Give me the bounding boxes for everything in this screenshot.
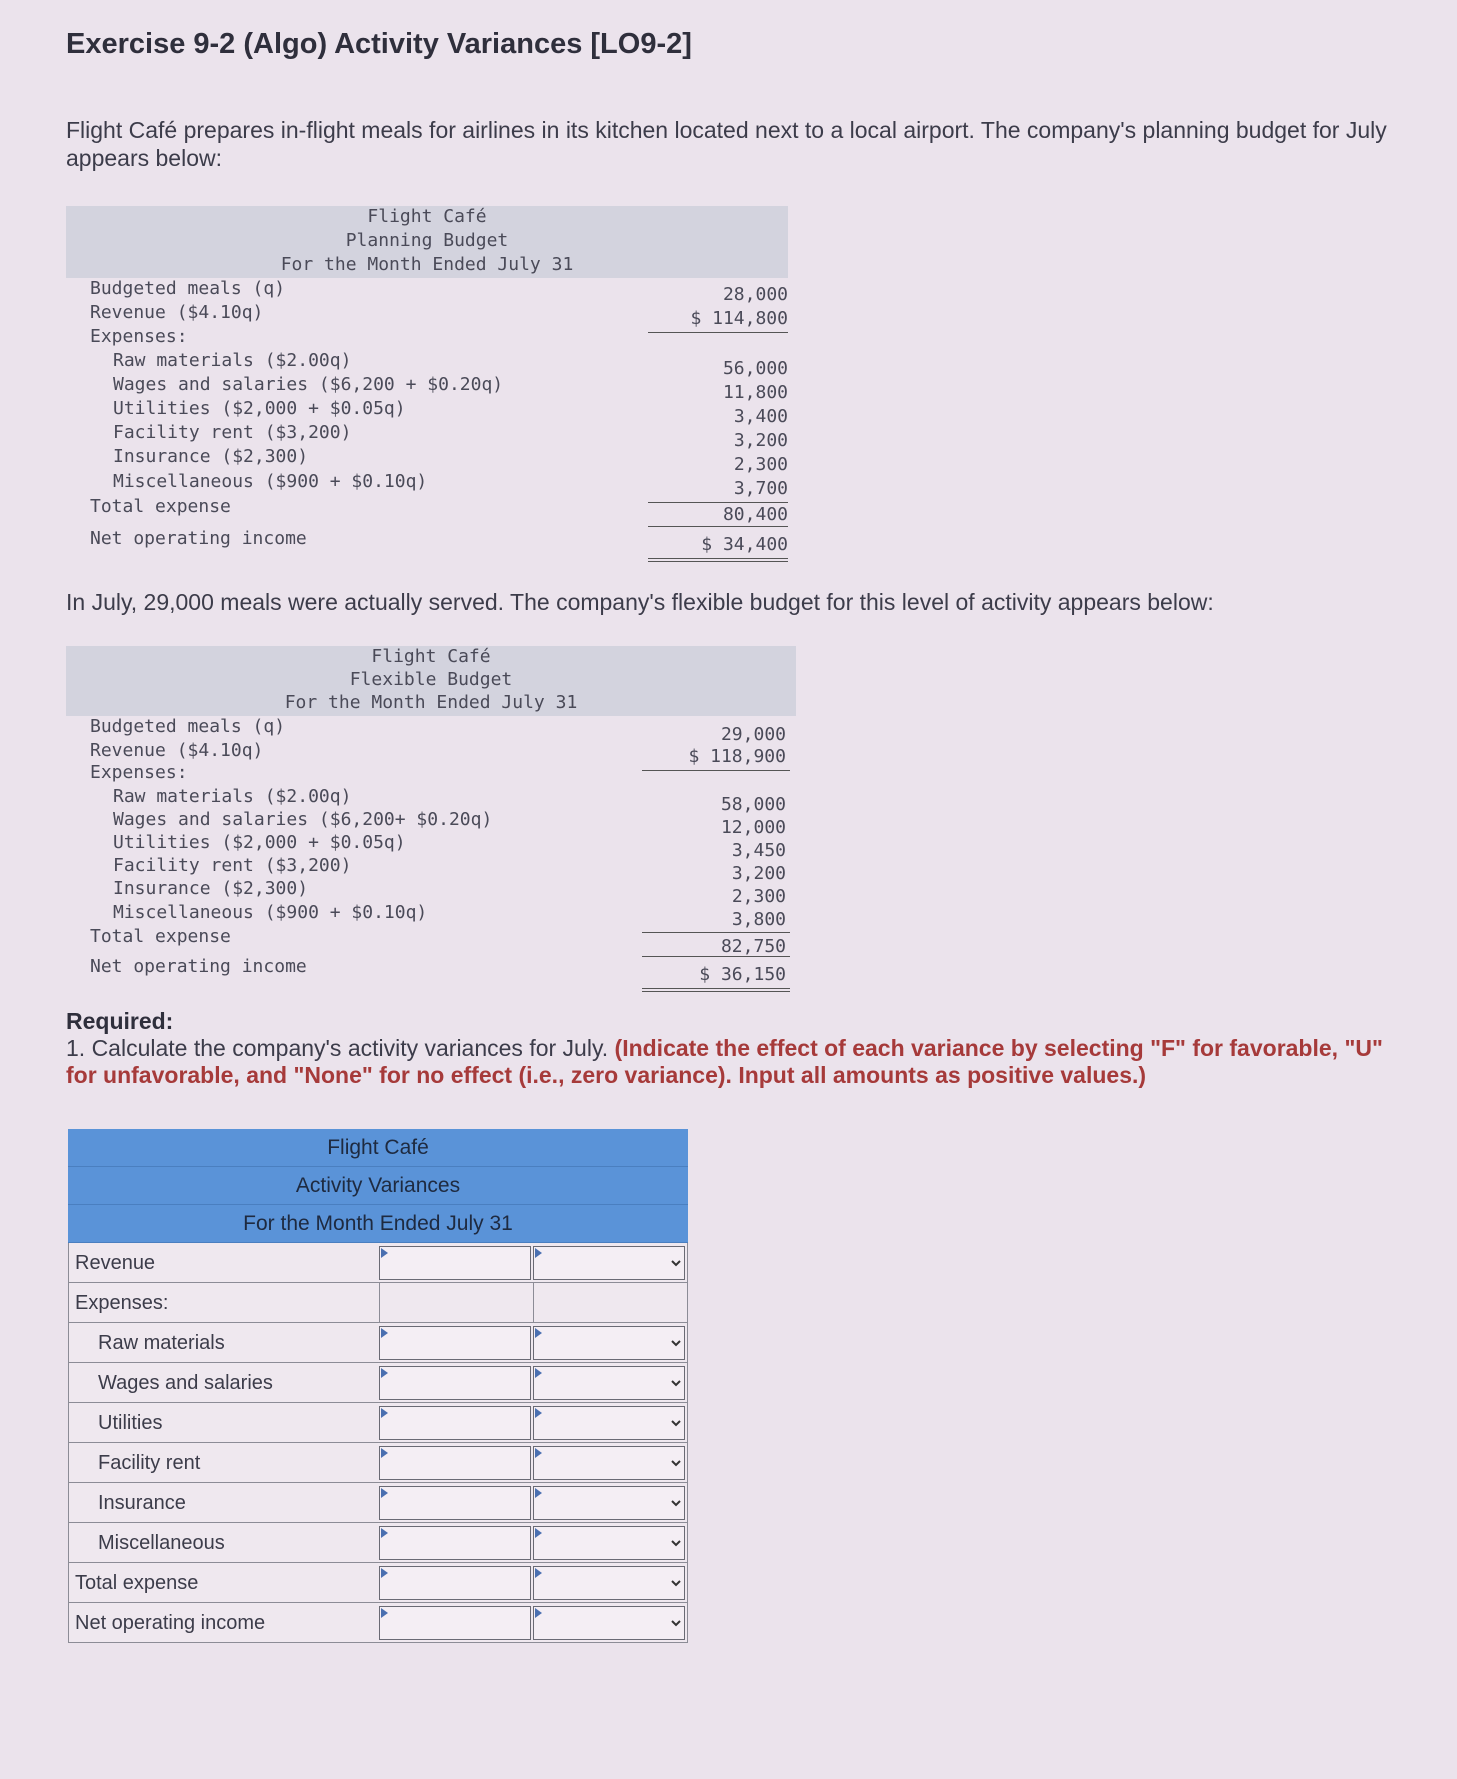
planning-expense-label: Facility rent ($3,200) [113, 422, 352, 443]
planning-total: 80,400 [722, 504, 788, 525]
input-marker-icon [381, 1408, 388, 1418]
row-label: Wages and salaries [98, 1372, 273, 1394]
flexible-noi-label: Net operating income [90, 956, 307, 977]
table-row [68, 1283, 688, 1323]
activity-variances-table [68, 1129, 688, 1643]
flexible-period: For the Month Ended July 31 [284, 692, 578, 713]
planning-budget [66, 206, 788, 566]
intro-text: Flight Café prepares in-flight meals for airlines in its kitchen located next to a local airport. The company's planning budget for July appears below: [66, 117, 1387, 171]
planning-expense-label: Miscellaneous ($900 + $0.10q) [113, 471, 428, 492]
total-expense-effect-select[interactable] [533, 1566, 685, 1600]
row-label: Total expense [75, 1572, 199, 1594]
revenue-effect-select[interactable] [533, 1246, 685, 1280]
planning-expense-value: 11,800 [722, 382, 788, 403]
net-operating-income-effect-select[interactable] [533, 1606, 685, 1640]
table-row [68, 1443, 688, 1483]
row-label: Raw materials [98, 1332, 225, 1354]
required-text: 1. Calculate the company's activity variances for July. [66, 1035, 609, 1061]
row-label: Utilities [98, 1412, 163, 1434]
flexible-expense-label: Utilities ($2,000 + $0.05q) [113, 832, 406, 853]
miscellaneous-amount-input[interactable] [379, 1526, 531, 1560]
required-label: Required: [66, 1008, 174, 1034]
input-marker-icon [381, 1448, 388, 1458]
planning-revenue: $ 114,800 [690, 308, 788, 329]
flexible-rule-revenue [642, 770, 790, 771]
required-section [66, 1008, 1396, 1089]
planning-noi: $ 34,400 [701, 534, 788, 555]
flexible-total: 82,750 [720, 936, 786, 957]
planning-rule-noi [648, 558, 788, 562]
flexible-expense-label: Raw materials ($2.00q) [113, 786, 352, 807]
wages-effect-select[interactable] [533, 1366, 685, 1400]
flexible-budget-header [66, 646, 796, 716]
input-marker-icon [381, 1488, 388, 1498]
facility-rent-effect-select[interactable] [533, 1446, 685, 1480]
flexible-expense-value: 2,300 [731, 886, 786, 907]
planning-total-label: Total expense [90, 496, 231, 517]
planning-period: For the Month Ended July 31 [280, 254, 574, 275]
planning-expense-value: 2,300 [733, 454, 788, 475]
between-text: In July, 29,000 meals were actually served. The company's flexible budget for this level of activity appears below: [66, 589, 1214, 615]
table-row [68, 1363, 688, 1403]
flexible-expenses-label: Expenses: [90, 762, 188, 783]
flexible-meals: 29,000 [720, 724, 786, 745]
planning-company: Flight Café [367, 206, 487, 227]
flexible-rule-noi [642, 988, 790, 992]
planning-expense-value: 3,200 [733, 430, 788, 451]
planning-expense-value: 3,400 [733, 406, 788, 427]
input-marker-icon [535, 1408, 542, 1418]
planning-expense-label: Insurance ($2,300) [113, 446, 309, 467]
table-header-period: For the Month Ended July 31 [68, 1205, 688, 1243]
insurance-effect-select[interactable] [533, 1486, 685, 1520]
planning-rule-revenue [648, 332, 788, 333]
input-marker-icon [381, 1568, 388, 1578]
wages-amount-input[interactable] [379, 1366, 531, 1400]
table-row [68, 1483, 688, 1523]
flexible-revenue: $ 118,900 [688, 746, 786, 767]
input-marker-icon [381, 1528, 388, 1538]
planning-meals-label: Budgeted meals (q) [90, 278, 286, 299]
row-label: Facility rent [98, 1452, 201, 1474]
flexible-expense-label: Miscellaneous ($900 + $0.10q) [113, 902, 428, 923]
input-marker-icon [381, 1608, 388, 1618]
flexible-expense-label: Facility rent ($3,200) [113, 855, 352, 876]
flexible-expense-value: 12,000 [720, 817, 786, 838]
row-label: Net operating income [75, 1612, 266, 1634]
flexible-company: Flight Café [371, 646, 491, 667]
flexible-expense-label: Insurance ($2,300) [113, 878, 309, 899]
insurance-amount-input[interactable] [379, 1486, 531, 1520]
total-expense-amount-input[interactable] [379, 1566, 531, 1600]
flexible-expense-value: 3,200 [731, 863, 786, 884]
planning-expense-value: 56,000 [722, 358, 788, 379]
input-marker-icon [381, 1368, 388, 1378]
input-marker-icon [535, 1328, 542, 1338]
input-marker-icon [535, 1248, 542, 1258]
row-label: Insurance [98, 1492, 186, 1514]
table-row [68, 1603, 688, 1643]
flexible-total-label: Total expense [90, 926, 231, 947]
utilities-amount-input[interactable] [379, 1406, 531, 1440]
input-marker-icon [381, 1248, 388, 1258]
flexible-revenue-label: Revenue ($4.10q) [90, 740, 264, 761]
net-operating-income-amount-input[interactable] [379, 1606, 531, 1640]
table-row [68, 1523, 688, 1563]
planning-name: Planning Budget [345, 230, 509, 251]
planning-rule-expenses [648, 502, 788, 503]
planning-revenue-label: Revenue ($4.10q) [90, 302, 264, 323]
flexible-rule-expenses [642, 932, 790, 933]
flexible-budget [66, 646, 796, 1000]
input-marker-icon [381, 1328, 388, 1338]
input-marker-icon [535, 1448, 542, 1458]
facility-rent-amount-input[interactable] [379, 1446, 531, 1480]
table-header-title: Activity Variances [68, 1167, 688, 1205]
table-row [68, 1323, 688, 1363]
planning-rule-total [648, 526, 788, 527]
required-instruction: (Indicate the effect of each variance by selecting "F" for favorable, "U" for unfavorable, and "None" for no effect (i.e., zero variance). Input all amounts as positive values.) [66, 1035, 1383, 1088]
table-header-company: Flight Café [68, 1129, 688, 1167]
flexible-expense-value: 3,800 [731, 909, 786, 930]
table-row [68, 1243, 688, 1283]
planning-expense-label: Utilities ($2,000 + $0.05q) [113, 398, 406, 419]
flexible-rule-total [642, 956, 790, 957]
input-marker-icon [535, 1528, 542, 1538]
planning-budget-header [66, 206, 788, 278]
flexible-meals-label: Budgeted meals (q) [90, 716, 286, 737]
planning-expense-label: Wages and salaries ($6,200 + $0.20q) [113, 374, 504, 395]
planning-expense-value: 3,700 [733, 478, 788, 499]
planning-expenses-label: Expenses: [90, 326, 188, 347]
flexible-noi: $ 36,150 [699, 964, 786, 985]
flexible-expense-value: 58,000 [720, 794, 786, 815]
input-marker-icon [535, 1568, 542, 1578]
utilities-effect-select[interactable] [533, 1406, 685, 1440]
flexible-name: Flexible Budget [349, 669, 513, 690]
blank-cell [533, 1283, 684, 1322]
planning-noi-label: Net operating income [90, 528, 307, 549]
input-marker-icon [535, 1368, 542, 1378]
table-row [68, 1563, 688, 1603]
row-label: Revenue [75, 1252, 156, 1274]
row-label: Miscellaneous [98, 1532, 225, 1554]
blank-cell [379, 1283, 530, 1322]
miscellaneous-effect-select[interactable] [533, 1526, 685, 1560]
input-marker-icon [535, 1608, 542, 1618]
revenue-amount-input[interactable] [379, 1246, 531, 1280]
raw-materials-amount-input[interactable] [379, 1326, 531, 1360]
flexible-expense-label: Wages and salaries ($6,200+ $0.20q) [113, 809, 493, 830]
flexible-expense-value: 3,450 [731, 840, 786, 861]
planning-meals: 28,000 [722, 284, 788, 305]
table-row [68, 1403, 688, 1443]
planning-expense-label: Raw materials ($2.00q) [113, 350, 352, 371]
input-marker-icon [535, 1488, 542, 1498]
raw-materials-effect-select[interactable] [533, 1326, 685, 1360]
row-label: Expenses: [75, 1292, 169, 1314]
page-title: Exercise 9-2 (Algo) Activity Variances [LO9-2] [66, 28, 692, 60]
